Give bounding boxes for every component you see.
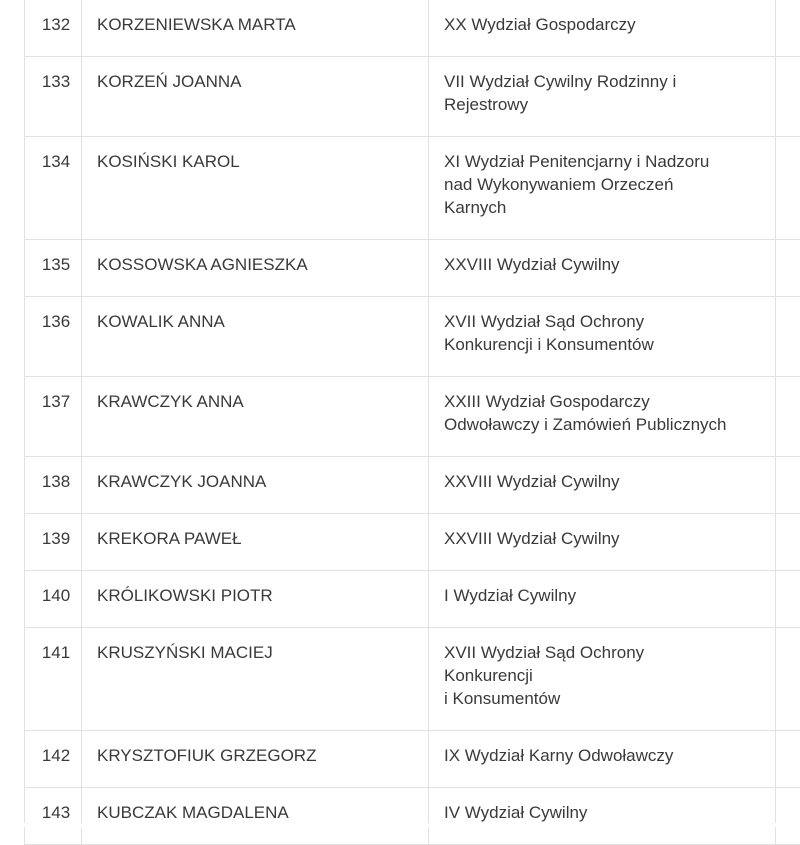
- row-number: 134: [25, 137, 82, 240]
- department-cell: [429, 57, 776, 137]
- department-line: Odwoławczy i Zamówień Publicznych: [444, 413, 765, 436]
- extra-cell: [776, 571, 800, 628]
- department-line: nad Wykonywaniem Orzeczeń: [444, 173, 765, 196]
- extra-cell: [776, 457, 800, 514]
- extra-cell: [776, 57, 800, 137]
- department-cell: [429, 137, 776, 240]
- department-line: XXVIII Wydział Cywilny: [444, 527, 765, 550]
- extra-cell: [776, 514, 800, 571]
- row-number: 140: [25, 571, 82, 628]
- department-line: I Wydział Cywilny: [444, 584, 765, 607]
- department-cell: [429, 628, 776, 731]
- department-line: IV Wydział Cywilny: [444, 801, 765, 824]
- table-row: [25, 297, 800, 377]
- department-line: XVII Wydział Sąd Ochrony: [444, 641, 765, 664]
- department-line: Konkurencji i Konsumentów: [444, 333, 765, 356]
- extra-cell: [776, 731, 800, 788]
- row-number: 138: [25, 457, 82, 514]
- table-row: [25, 788, 800, 845]
- department-line: Konkurencji: [444, 664, 765, 687]
- row-number: 135: [25, 240, 82, 297]
- judge-name: KREKORA PAWEŁ: [82, 514, 429, 571]
- table-row: [25, 0, 800, 57]
- page-bottom-edge: [0, 823, 800, 827]
- extra-cell: [776, 377, 800, 457]
- judge-name: KORZEŃ JOANNA: [82, 57, 429, 137]
- judge-name: KRYSZTOFIUK GRZEGORZ: [82, 731, 429, 788]
- judge-name: KRAWCZYK JOANNA: [82, 457, 429, 514]
- department-cell: [429, 240, 776, 297]
- judge-name: KRAWCZYK ANNA: [82, 377, 429, 457]
- row-number: 143: [25, 788, 82, 845]
- judge-name: KOWALIK ANNA: [82, 297, 429, 377]
- department-line: IX Wydział Karny Odwoławczy: [444, 744, 765, 767]
- extra-cell: [776, 788, 800, 845]
- table-row: [25, 628, 800, 731]
- row-number: 139: [25, 514, 82, 571]
- table-row: [25, 137, 800, 240]
- table-row: [25, 57, 800, 137]
- department-line: VII Wydział Cywilny Rodzinny i: [444, 70, 765, 93]
- extra-cell: [776, 0, 800, 57]
- judge-name: KORZENIEWSKA MARTA: [82, 0, 429, 57]
- row-number: 136: [25, 297, 82, 377]
- department-line: XXVIII Wydział Cywilny: [444, 253, 765, 276]
- department-line: i Konsumentów: [444, 687, 765, 710]
- row-number: 137: [25, 377, 82, 457]
- judge-name: KOSSOWSKA AGNIESZKA: [82, 240, 429, 297]
- row-number: 141: [25, 628, 82, 731]
- table-row: [25, 731, 800, 788]
- table-row: [25, 457, 800, 514]
- department-line: Rejestrowy: [444, 93, 765, 116]
- extra-cell: [776, 240, 800, 297]
- department-cell: [429, 377, 776, 457]
- extra-cell: [776, 137, 800, 240]
- table-row: [25, 571, 800, 628]
- judges-table-wrapper: [24, 0, 800, 845]
- department-cell: [429, 297, 776, 377]
- department-cell: [429, 788, 776, 845]
- table-row: [25, 514, 800, 571]
- department-line: XVII Wydział Sąd Ochrony: [444, 310, 765, 333]
- department-line: XX Wydział Gospodarczy: [444, 13, 765, 36]
- table-row: [25, 377, 800, 457]
- department-line: XI Wydział Penitencjarny i Nadzoru: [444, 150, 765, 173]
- department-line: Karnych: [444, 196, 765, 219]
- judge-name: KUBCZAK MAGDALENA: [82, 788, 429, 845]
- judge-name: KOSIŃSKI KAROL: [82, 137, 429, 240]
- department-cell: [429, 0, 776, 57]
- department-cell: [429, 571, 776, 628]
- department-cell: [429, 457, 776, 514]
- judges-table: [24, 0, 800, 845]
- department-cell: [429, 731, 776, 788]
- department-line: XXVIII Wydział Cywilny: [444, 470, 765, 493]
- department-cell: [429, 514, 776, 571]
- row-number: 142: [25, 731, 82, 788]
- judge-name: KRUSZYŃSKI MACIEJ: [82, 628, 429, 731]
- row-number: 132: [25, 0, 82, 57]
- extra-cell: [776, 628, 800, 731]
- table-row: [25, 240, 800, 297]
- department-line: XXIII Wydział Gospodarczy: [444, 390, 765, 413]
- extra-cell: [776, 297, 800, 377]
- row-number: 133: [25, 57, 82, 137]
- judge-name: KRÓLIKOWSKI PIOTR: [82, 571, 429, 628]
